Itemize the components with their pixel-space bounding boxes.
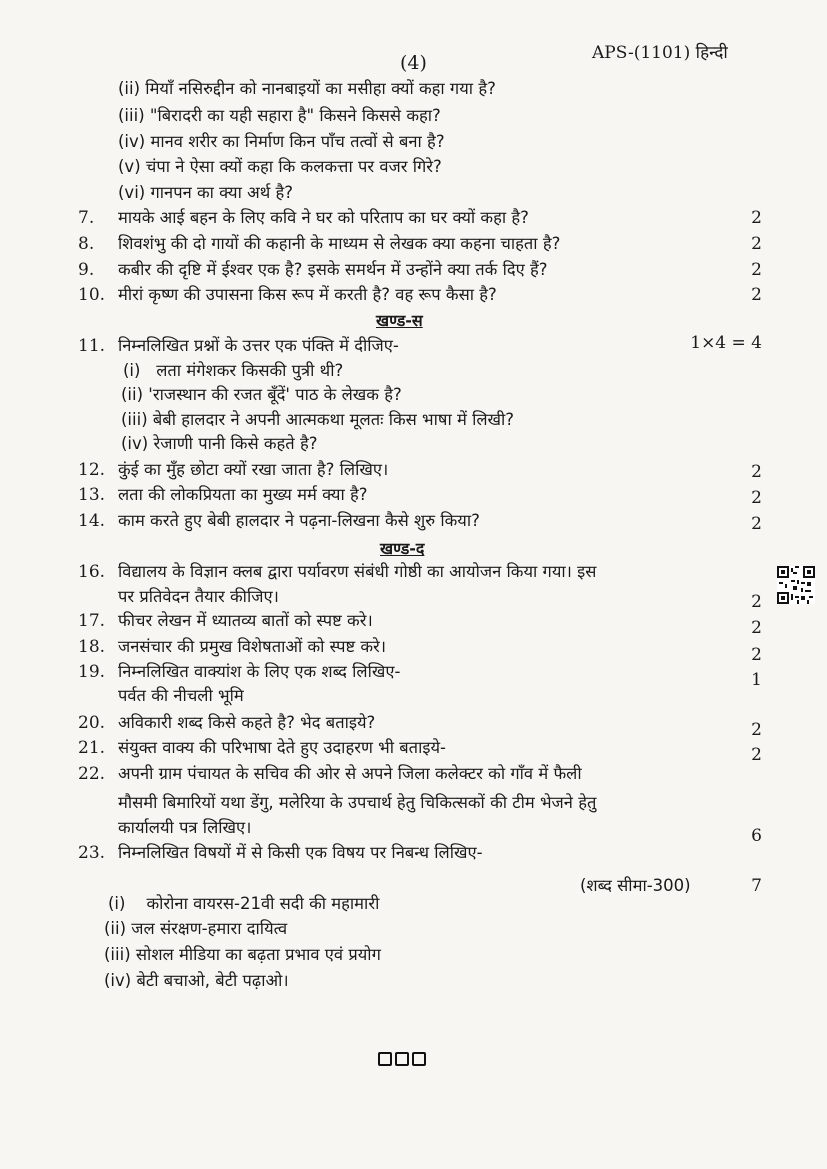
question-marks: 2 [751,514,762,534]
question-number: 14. [78,511,106,531]
end-of-paper-mark [378,1052,426,1066]
question-text: लता की लोकप्रियता का मुख्य मर्म क्या है? [118,485,368,504]
question-text: कबीर की दृष्टि में ईश्वर एक है? इसके समर्थन में उन्होंने क्या तर्क दिए हैं? [118,260,548,279]
question-text: निम्नलिखित वाक्यांश के लिए एक शब्द लिखिए- [118,662,401,681]
essay-topic: (i) कोरोना वायरस-21वी सदी की महामारी [108,894,380,913]
question-marks: 1×4 = 4 [690,333,762,353]
question-number: 23. [78,843,106,863]
question-number: 8. [78,234,95,254]
sub-question: (iv) मानव शरीर का निर्माण किन पाँच तत्वों से बना है? [118,132,445,151]
question-number: 16. [78,562,106,582]
question-number: 12. [78,460,106,480]
question-marks: 2 [751,260,762,280]
question-number: 19. [78,662,106,682]
essay-topic: (ii) जल संरक्षण-हमारा दायित्व [104,919,288,938]
question-marks: 2 [751,745,762,765]
question-text: काम करते हुए बेबी हालदार ने पढ़ना-लिखना कैसे शुरु किया? [118,511,480,530]
question-text: शिवशंभु की दो गायों की कहानी के माध्यम से लेखक क्या कहना चाहता है? [118,234,561,253]
page-number: (4) [400,52,427,74]
question-text: विद्यालय के विज्ञान क्लब द्वारा पर्यावरण संबंधी गोष्ठी का आयोजन किया गया। इस [118,562,597,581]
question-number: 18. [78,637,106,657]
question-text: कार्यालयी पत्र लिखिए। [118,818,252,837]
question-marks: 2 [751,234,762,254]
question-number: 10. [78,285,106,305]
sub-question: (i) लता मंगेशकर किसकी पुत्री थी? [123,361,344,380]
question-number: 7. [78,208,95,228]
question-marks: 2 [751,592,762,612]
sub-question: (ii) 'राजस्थान की रजत बूँदें' पाठ के लेखक है? [121,385,402,404]
question-number: 20. [78,713,106,733]
sub-question: (v) चंपा ने ऐसा क्यों कहा कि कलकत्ता पर वजर गिरे? [118,157,442,176]
section-heading: खण्ड-स [376,311,423,330]
question-number: 22. [78,764,106,784]
question-number: 21. [78,738,106,758]
question-text: निम्नलिखित प्रश्नों के उत्तर एक पंक्ति में दीजिए- [118,336,399,355]
essay-topic: (iv) बेटी बचाओ, बेटी पढ़ाओ। [104,971,289,990]
question-number: 9. [78,260,95,280]
question-marks: 6 [751,826,762,846]
question-text: पर्वत की नीचली भूमि [118,686,244,705]
question-marks: 2 [751,618,762,638]
paper-code: APS-(1101) हिन्दी [592,43,728,63]
question-number: 17. [78,611,106,631]
question-text: मीरां कृष्ण की उपासना किस रूप में करती है? वह रूप कैसा है? [118,285,497,304]
question-text: जनसंचार की प्रमुख विशेषताओं को स्पष्ट करे। [118,637,387,656]
section-heading: खण्ड-द [380,539,425,558]
question-marks: 7 [751,876,762,896]
question-marks: 2 [751,645,762,665]
question-marks: 2 [751,488,762,508]
qr-code [777,566,815,604]
sub-question: (iii) "बिरादरी का यही सहारा है" किसने किससे कहा? [118,106,441,125]
sub-question: (iv) रेजाणी पानी किसे कहते है? [121,434,318,453]
question-number: 11. [78,336,106,356]
question-marks: 1 [751,670,762,690]
question-marks: 2 [751,720,762,740]
question-text: फीचर लेखन में ध्यातव्य बातों को स्पष्ट करे। [118,611,373,630]
question-text: मायके आई बहन के लिए कवि ने घर को परिताप का घर क्यों कहा है? [118,208,529,227]
question-number: 13. [78,485,106,505]
sub-question: (vi) गानपन का क्या अर्थ है? [118,183,293,202]
question-text: मौसमी बिमारियों यथा डेंगु, मलेरिया के उपचार्थ हेतु चिकित्सकों की टीम भेजने हेतु [118,793,597,812]
essay-topic: (iii) सोशल मीडिया का बढ़ता प्रभाव एवं प्रयोग [104,945,381,964]
question-marks: 2 [751,285,762,305]
question-text: संयुक्त वाक्य की परिभाषा देते हुए उदाहरण भी बताइये- [118,738,446,757]
question-marks: 2 [751,208,762,228]
question-marks: 2 [751,462,762,482]
question-text: कुंई का मुँह छोटा क्यों रखा जाता है? लिखिए। [118,460,389,479]
question-text: अपनी ग्राम पंचायत के सचिव की ओर से अपने जिला कलेक्टर को गाँव में फैली [118,764,582,783]
sub-question: (iii) बेबी हालदार ने अपनी आत्मकथा मूलतः किस भाषा में लिखी? [121,410,515,429]
question-text: पर प्रतिवेदन तैयार कीजिए। [118,587,279,606]
question-text: अविकारी शब्द किसे कहते है? भेद बताइये? [118,713,376,732]
word-limit: (शब्द सीमा-300) [580,876,691,895]
sub-question: (ii) मियाँ नसिरुद्दीन को नानबाइयों का मसीहा क्यों कहा गया है? [118,79,496,98]
question-text: निम्नलिखित विषयों में से किसी एक विषय पर निबन्ध लिखिए- [118,843,483,862]
